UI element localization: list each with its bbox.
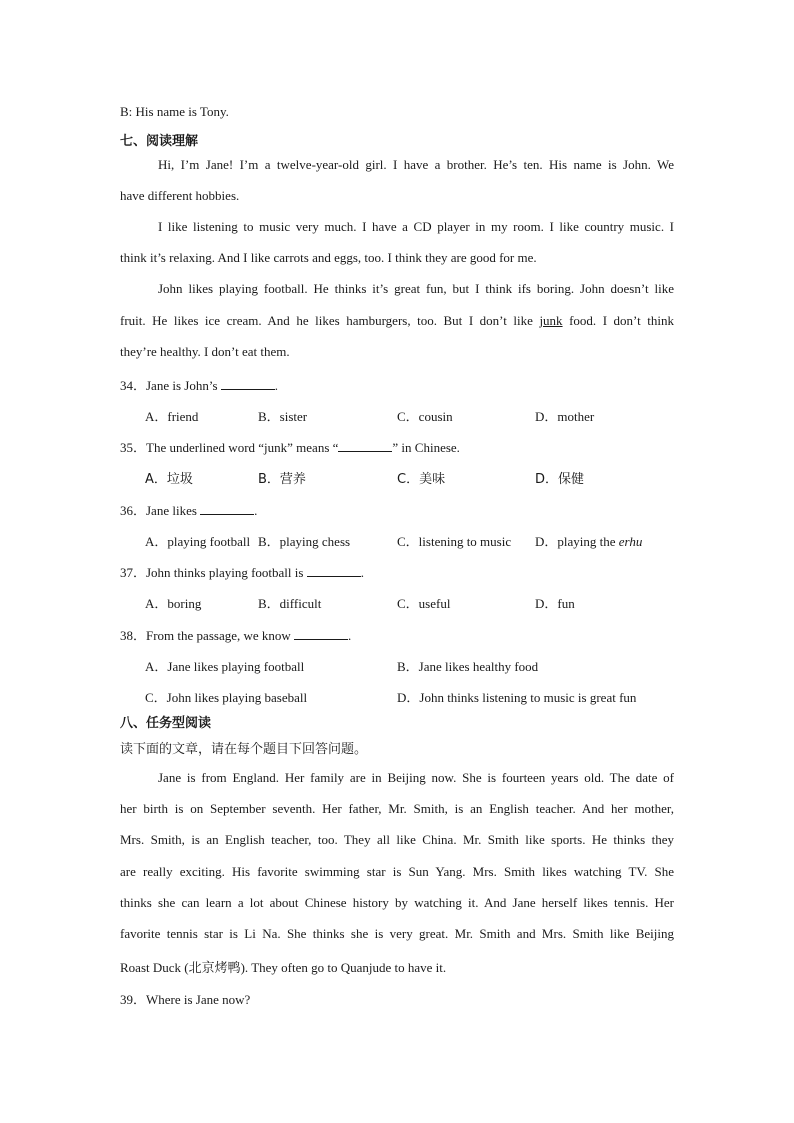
- passage-line: I like listening to music very much. I have a CD player in my room. I like country music. I: [158, 219, 674, 234]
- option-b[interactable]: B．营养: [258, 472, 306, 487]
- passage-line: John likes playing football. He thinks it’s great fun, but I think ifs boring. John doesn’t like: [158, 281, 674, 296]
- option-d-italic: erhu: [618, 534, 643, 549]
- question-35: [120, 437, 460, 456]
- question-stem: 34．Jane is John’s: [120, 378, 221, 393]
- option-a[interactable]: A．boring: [145, 596, 202, 611]
- answer-blank[interactable]: [294, 627, 348, 640]
- option-d-text: D．playing the: [535, 534, 619, 549]
- section-instruction: 读下面的文章，请在每个题目下回答问题。: [120, 742, 368, 757]
- option-b[interactable]: B．playing chess: [258, 534, 351, 549]
- question-38: [120, 625, 351, 644]
- question-stem: 35．The underlined word “junk” means “: [120, 440, 339, 455]
- passage-line: think it’s relaxing. And I like carrots and eggs, too. I think they are good for me.: [120, 250, 537, 265]
- option-a[interactable]: A．垃圾: [145, 472, 193, 487]
- question-stem-end: .: [348, 628, 352, 643]
- question-stem: 38．From the passage, we know: [120, 628, 295, 643]
- passage-line: Roast Duck (北京烤鸭). They often go to Quanjude to have it.: [120, 960, 447, 975]
- passage-line: favorite tennis star is Li Na. She thinks she is very great. Mr. Smith and Mrs. Smith like Beijing: [120, 926, 674, 941]
- passage-line: they’re healthy. I don’t eat them.: [120, 344, 290, 359]
- passage-line: Jane is from England. Her family are in Beijing now. She is fourteen years old. The date of: [158, 770, 674, 785]
- passage-line: are really exciting. His favorite swimming star is Sun Yang. Mrs. Smith likes watching TV. She: [120, 864, 674, 879]
- passage-line: Mrs. Smith, is an English teacher, too. They all like China. Mr. Smith like sports. He thinks they: [120, 832, 674, 847]
- option-c[interactable]: C．cousin: [397, 409, 453, 424]
- passage-line: [120, 313, 674, 329]
- section-heading-reading: 七、阅读理解: [120, 134, 199, 149]
- passage-line: her birth is on September seventh. Her father, Mr. Smith, is an English teacher. And her mother,: [120, 801, 674, 816]
- option-c[interactable]: C．listening to music: [397, 534, 512, 549]
- option-d[interactable]: [535, 531, 642, 550]
- answer-blank[interactable]: [307, 564, 361, 577]
- dialogue-line: B: His name is Tony.: [120, 104, 229, 119]
- passage-line: have different hobbies.: [120, 188, 240, 203]
- option-b[interactable]: B．Jane likes healthy food: [397, 659, 539, 674]
- passage-text: food. I don’t think: [562, 313, 675, 328]
- option-d[interactable]: D．保健: [535, 472, 585, 487]
- option-c[interactable]: C．John likes playing baseball: [145, 690, 308, 705]
- option-d[interactable]: D．fun: [535, 596, 575, 611]
- answer-blank[interactable]: [221, 377, 275, 390]
- question-34: [120, 375, 278, 394]
- option-d[interactable]: D．mother: [535, 409, 595, 424]
- question-stem: 37．John thinks playing football is: [120, 565, 307, 580]
- question-39: 39．Where is Jane now?: [120, 992, 251, 1007]
- passage-line: Hi, I’m Jane! I’m a twelve-year-old girl. I have a brother. He’s ten. His name is John. We: [158, 157, 674, 172]
- question-36: [120, 500, 257, 519]
- section-heading-task-reading: 八、任务型阅读: [120, 716, 212, 731]
- option-c[interactable]: C．美味: [397, 472, 446, 487]
- question-stem-end: ” in Chinese.: [392, 440, 460, 455]
- passage-line: thinks she can learn a lot about Chinese history by watching it. And Jane herself likes tennis. Her: [120, 895, 674, 910]
- question-stem-end: .: [360, 565, 364, 580]
- underlined-word: junk: [539, 313, 563, 328]
- option-d[interactable]: D．John thinks listening to music is great fun: [397, 690, 637, 705]
- question-stem-end: .: [254, 503, 258, 518]
- question-stem-end: .: [274, 378, 279, 393]
- question-37: [120, 562, 364, 581]
- passage-text: fruit. He likes ice cream. And he likes hamburgers, too. But I don’t like: [120, 313, 540, 328]
- option-a[interactable]: A．playing football: [145, 534, 251, 549]
- option-b[interactable]: B．sister: [258, 409, 308, 424]
- answer-blank[interactable]: [338, 439, 392, 452]
- answer-blank[interactable]: [200, 502, 254, 515]
- option-c[interactable]: C．useful: [397, 596, 451, 611]
- question-stem: 36．Jane likes: [120, 503, 201, 518]
- option-b[interactable]: B．difficult: [258, 596, 322, 611]
- option-a[interactable]: A．Jane likes playing football: [145, 659, 305, 674]
- option-a[interactable]: A．friend: [145, 409, 199, 424]
